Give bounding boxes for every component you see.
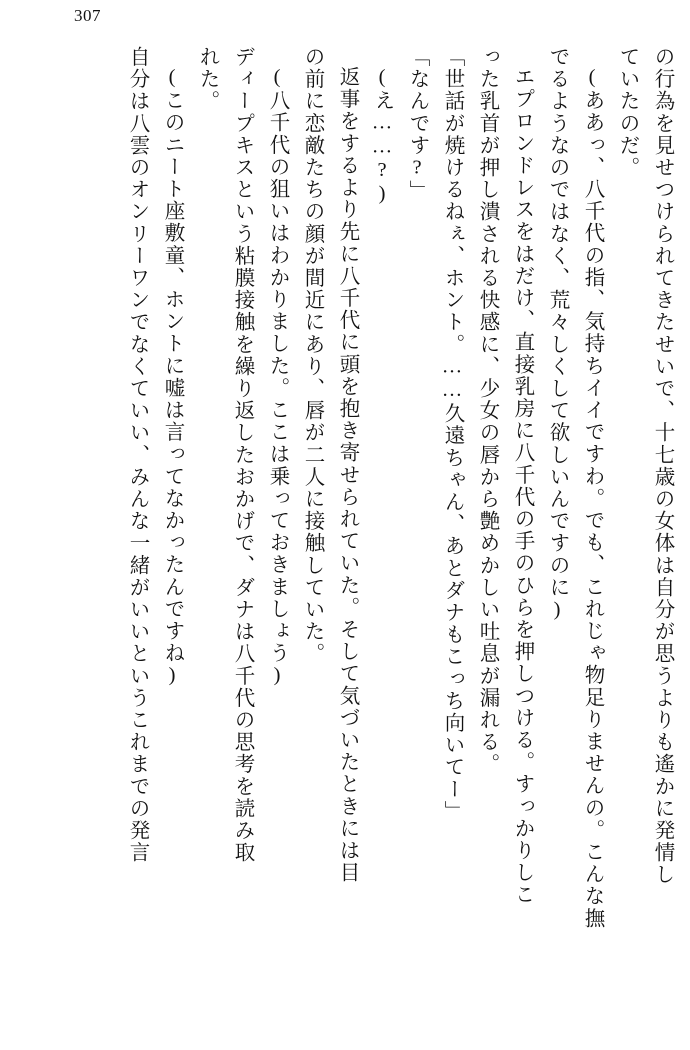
text-column: (え……?) (371, 66, 393, 207)
text-column: エプロンドレスをはだけ、直接乳房に八千代の手のひらを押しつける。すっかりしこ (511, 66, 533, 906)
page-number: 307 (74, 6, 101, 25)
text-column: の行為を見せつけられてきたせいで、十七歳の女体は自分が思うよりも遙かに発情し (651, 46, 673, 886)
text-column: れた。 (196, 46, 218, 113)
text-column: 返事をするより先に八千代に頭を抱き寄せられていた。そして気づいたときには目 (336, 66, 358, 884)
text-column: ていたのだ。 (616, 46, 638, 179)
text-column: った乳首が押し潰される快感に、少女の唇から艶めかしい吐息が漏れる。 (476, 46, 498, 776)
text-column: ディープキスという粘膜接触を繰り返したおかげで、ダナは八千代の思考を読み取 (231, 46, 253, 864)
text-column: の前に恋敵たちの顔が間近にあり、唇が二人に接触していた。 (301, 46, 323, 665)
vertical-text-body (18, 46, 672, 1042)
text-column: (八千代の狙いはわかりました。ここは乗っておきましょう) (266, 66, 288, 688)
text-column: 自分は八雲のオンリーワンでなくていい、みんな一緒がいいというこれまでの発言 (126, 46, 148, 864)
text-column: 「なんです?」 (406, 46, 428, 203)
text-column: (ああっ、八千代の指、気持ちイイですわ。でも、これじゃ物足りませんの。こんな撫 (581, 66, 603, 930)
text-column: 「世話が焼けるねぇ、ホント。……久遠ちゃん、あとダナもこっち向いてー」 (441, 46, 463, 823)
text-column: (このニート座敷童、ホントに嘘は言ってなかったんですね) (161, 66, 183, 688)
text-column: でるようなのではなく、荒々しくして欲しいんですのに) (546, 46, 568, 623)
